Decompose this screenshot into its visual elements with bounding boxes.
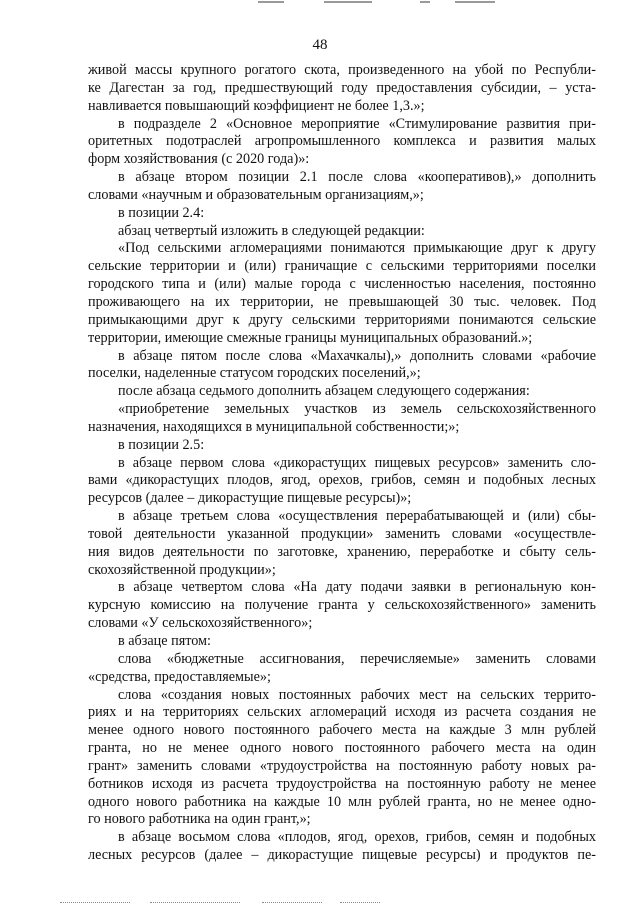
text-line: городского типа и (или) малые города с численностью населения, постоянно bbox=[88, 276, 596, 293]
text-line: «Под сельскими агломерациями понимаются примыкающие друг к другу bbox=[118, 240, 596, 257]
text-line: слова «создания новых постоянных рабочих мест на сельских террито- bbox=[118, 686, 596, 703]
text-line: курсную комиссию на получение гранта у сельскохозяйственного» заменить bbox=[88, 597, 596, 614]
text-line: словами «научным и образовательным организациям,»; bbox=[88, 186, 424, 203]
text-line: слова «бюджетные ассигнования, перечисляемые» заменить словами bbox=[118, 650, 596, 667]
text-line: после абзаца седьмого дополнить абзацем следующего содержания: bbox=[118, 383, 530, 400]
text-line: назначения, находящихся в муниципальной собственности;»; bbox=[88, 418, 460, 435]
text-line: «средства, предоставляемые»; bbox=[88, 668, 271, 685]
text-line: менее одного нового постоянного рабочего места на каждые 3 млн рублей bbox=[88, 722, 596, 739]
text-line: ния видов деятельности по заготовке, хранению, переработке и сбыту сель- bbox=[88, 543, 596, 560]
text-line: территории, имеющие смежные границы муниципальных образований.»; bbox=[88, 329, 533, 346]
text-line: проживающего на их территории, не превышающей 30 тыс. человек. Под bbox=[88, 293, 596, 310]
scan-bottom-edge bbox=[0, 897, 640, 905]
text-line: в позиции 2.4: bbox=[118, 204, 205, 221]
scan-top-edge bbox=[0, 0, 640, 6]
text-line: ке Дагестан за год, предшествующий году предоставления субсидии, – уста- bbox=[88, 79, 596, 96]
text-line: вами «дикорастущих плодов, ягод, орехов, грибов, семян и подобных лесных bbox=[88, 472, 596, 489]
text-line: в абзаце втором позиции 2.1 после слова «кооперативов),» дополнить bbox=[118, 169, 596, 186]
text-line: скохозяйственной продукции»; bbox=[88, 561, 276, 578]
text-line: оритетных подотраслей агропромышленного комплекса и развития малых bbox=[88, 133, 596, 150]
page-number: 48 bbox=[312, 37, 328, 53]
text-line: товой деятельности указанной продукции» заменить словами «осуществле- bbox=[88, 525, 596, 542]
text-line: гранта, но не менее одного нового постоянного рабочего места на один bbox=[88, 740, 596, 757]
text-line: одного нового работника на каждые 10 млн рублей гранта, но не менее одно- bbox=[88, 793, 596, 810]
text-line: в абзаце восьмом слова «плодов, ягод, орехов, грибов, семян и подобных bbox=[118, 829, 596, 846]
text-line: ботников исходя из расчета трудоустройства на постоянную работу не менее bbox=[88, 775, 596, 792]
text-line: живой массы крупного рогатого скота, произведенного на убой по Республи- bbox=[88, 62, 596, 78]
text-line: в абзаце первом слова «дикорастущих пищевых ресурсов» заменить сло- bbox=[118, 454, 596, 471]
text-line: навливается повышающий коэффициент не более 1,3.»; bbox=[88, 97, 425, 114]
text-line: поселки, наделенные статусом городских поселений,»; bbox=[88, 365, 421, 382]
text-line: в абзаце третьем слова «осуществления перерабатывающей и (или) сбы- bbox=[118, 508, 596, 525]
text-line: в подразделе 2 «Основное мероприятие «Стимулирование развития при- bbox=[118, 115, 596, 132]
text-line: в абзаце четвертом слова «На дату подачи заявки в региональную кон- bbox=[118, 579, 596, 596]
text-line: в абзаце пятом после слова «Махачкалы),» дополнить словами «рабочие bbox=[118, 347, 596, 364]
text-line: сельские территории и (или) граничащие с сельскими территориями поселки bbox=[88, 258, 596, 275]
text-line: в абзаце пятом: bbox=[118, 633, 211, 649]
text-line: форм хозяйствования (с 2020 года)»: bbox=[88, 151, 310, 168]
text-line: лесных ресурсов (далее – дикорастущие пищевые ресурсы) и продуктов пе- bbox=[88, 847, 596, 864]
document-body bbox=[88, 62, 596, 865]
text-line: в позиции 2.5: bbox=[118, 436, 205, 453]
text-line: ресурсов (далее – дикорастущие пищевые ресурсы)»; bbox=[88, 490, 412, 507]
text-line: словами «У сельскохозяйственного»; bbox=[88, 615, 313, 632]
text-line: примыкающими друг к другу сельскими территориями понимаются сельские bbox=[88, 311, 596, 328]
text-line: риях и на территориях сельских агломераций исходя из расчета создания не bbox=[88, 704, 596, 721]
text-line: абзац четвертый изложить в следующей редакции: bbox=[118, 222, 425, 239]
text-line: «приобретение земельных участков из земель сельскохозяйственного bbox=[118, 401, 596, 418]
text-line: го нового работника на один грант,»; bbox=[88, 811, 311, 828]
text-line: грант» заменить словами «трудоустройства на постоянную работу новых ра- bbox=[88, 757, 596, 774]
